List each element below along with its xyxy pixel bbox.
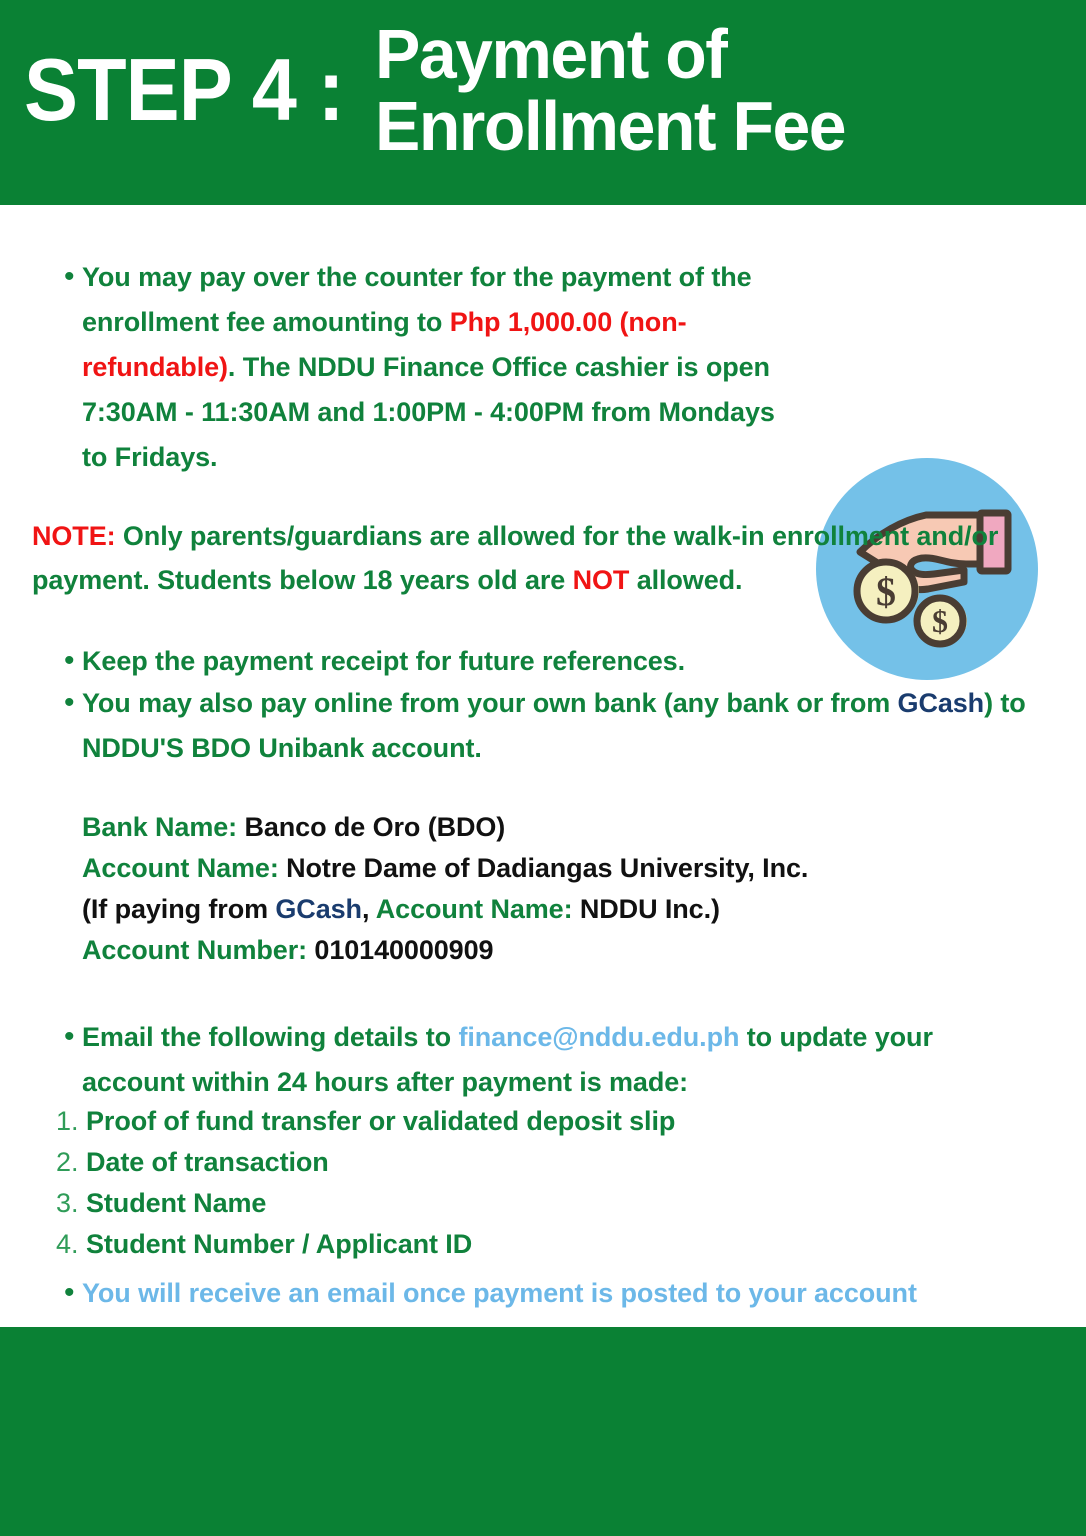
account-name-value: Notre Dame of Dadiangas University, Inc. — [278, 853, 809, 883]
email-segment-3: to update your account within 24 hours after payment is made: — [82, 1022, 933, 1097]
bullet-dot-icon: • — [64, 686, 75, 719]
gcash-line-comma: , — [361, 894, 376, 924]
account-name-label: Account Name: — [82, 853, 279, 883]
finance-email-link[interactable]: finance@nddu.edu.ph — [458, 1022, 740, 1052]
bullet-text-pay-online — [82, 681, 1052, 770]
footer-bar — [0, 1327, 1086, 1536]
note-block — [32, 514, 1058, 602]
gcash-account-name-label: Account Name: — [375, 894, 573, 924]
list-item-label: Student Name — [86, 1188, 267, 1218]
list-item — [56, 1183, 956, 1224]
bullet-dot-icon: • — [64, 644, 75, 677]
bullet-text-email-details — [82, 1015, 1002, 1104]
account-number-line — [82, 930, 942, 971]
body-content — [0, 205, 1086, 1327]
gcash-label-bank: GCash — [275, 894, 362, 924]
bullet-dot-icon: • — [64, 1020, 75, 1053]
note-not-highlight: NOT — [572, 565, 630, 595]
bank-name-label: Bank Name: — [82, 812, 238, 842]
bank-details-block — [82, 807, 942, 971]
list-item-label: Proof of fund transfer or validated deposit slip — [86, 1106, 676, 1136]
svg-text:$: $ — [932, 603, 948, 639]
list-item-marker: 3. — [56, 1188, 79, 1218]
step-label: STEP 4 : — [24, 40, 344, 139]
bullet-dot-icon: • — [64, 260, 75, 293]
header-inner — [24, 15, 1086, 165]
note-segment-1: Only parents/guardians are allowed for the walk-in enrollment and/or payment. Students below 18 years old are — [32, 521, 999, 595]
online-segment-3: ) to NDDU'S BDO Unibank account. — [82, 688, 1026, 763]
list-item-marker: 2. — [56, 1147, 79, 1177]
page-title-line-1: Payment of — [375, 15, 727, 93]
bullet-item-pay-online — [62, 681, 1052, 770]
note-label: NOTE: — [32, 521, 116, 551]
note-segment-3: allowed. — [629, 565, 743, 595]
page-title — [375, 15, 860, 165]
bullet-text-receive-email: You will receive an email once payment is posted to your account — [82, 1278, 917, 1308]
counter-amount-highlight: Php 1,000.00 (non-refundable) — [82, 307, 687, 382]
list-item-label: Date of transaction — [86, 1147, 329, 1177]
list-item — [56, 1142, 956, 1183]
bullet-item-receive-email — [62, 1271, 1022, 1316]
list-item — [56, 1224, 956, 1265]
account-number-value: 010140000909 — [307, 935, 494, 965]
counter-segment-3: . The NDDU Finance Office cashier is open 7:30AM - 11:30AM and 1:00PM - 4:00PM from Mondays to Fridays. — [82, 352, 775, 472]
bullet-item-keep-receipt — [62, 639, 962, 684]
list-item-marker: 4. — [56, 1229, 79, 1259]
account-number-label: Account Number: — [82, 935, 308, 965]
email-segment-1: Email the following details to — [82, 1022, 459, 1052]
bullet-item-over-the-counter — [62, 255, 792, 480]
list-item-marker: 1. — [56, 1106, 79, 1136]
list-item — [56, 1101, 956, 1142]
bank-name-value: Banco de Oro (BDO) — [237, 812, 506, 842]
svg-text:$: $ — [876, 569, 896, 614]
account-name-line — [82, 848, 942, 889]
gcash-line-open: (If paying from — [82, 894, 276, 924]
counter-segment-1: You may pay over the counter for the payment of the enrollment fee amounting to — [82, 262, 752, 337]
bullet-text-keep-receipt: Keep the payment receipt for future references. — [82, 646, 685, 676]
page-title-line-2: Enrollment Fee — [375, 87, 846, 165]
header-bar — [0, 0, 1086, 205]
gcash-account-name-line — [82, 889, 942, 930]
bullet-item-email-details — [62, 1015, 1002, 1104]
gcash-label-online: GCash — [897, 688, 985, 718]
gcash-account-name-value: NDDU Inc.) — [572, 894, 720, 924]
email-requirements-list — [56, 1101, 956, 1265]
bullet-text-over-the-counter — [82, 255, 792, 480]
online-segment-1: You may also pay online from your own bank (any bank or from — [82, 688, 898, 718]
list-item-label: Student Number / Applicant ID — [86, 1229, 473, 1259]
bank-name-line — [82, 807, 942, 848]
bullet-dot-icon: • — [64, 1276, 75, 1309]
